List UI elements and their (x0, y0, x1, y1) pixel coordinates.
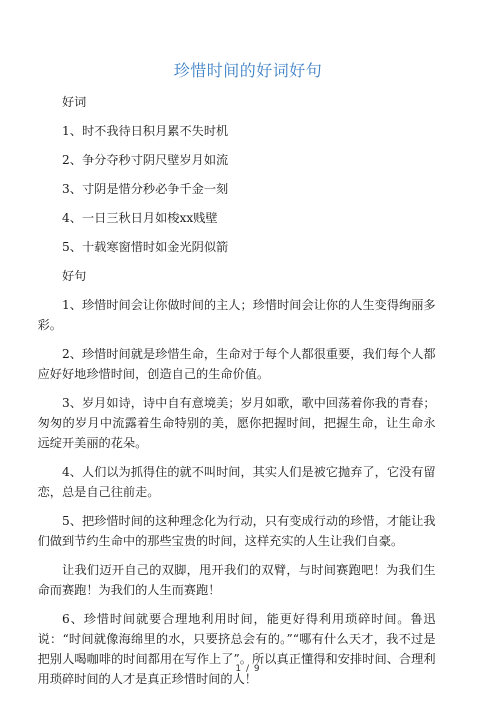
sentences-heading: 好句 (62, 269, 87, 283)
document-body (37, 92, 436, 698)
page-indicator: 1 / 9 (235, 664, 261, 674)
sentence-paragraph-1: 1、珍惜时间会让你做时间的主人；珍惜时间会让你的人生变得绚丽多彩。 (37, 298, 436, 332)
word-item-3: 3、寸阴是惜分秒必争千金一刻 (62, 182, 229, 196)
sentence-paragraph-6: 让我们迈开自己的双脚，甩开我们的双臂，与时间赛跑吧！为我们生命而赛跑！为我们的人生而赛跑！ (37, 563, 436, 597)
word-item-4: 4、一日三秋日月如梭xx贱壁 (62, 211, 218, 225)
document-title: 珍惜时间的好词好句 (173, 61, 323, 80)
word-item-1: 1、时不我待日积月累不失时机 (62, 124, 229, 138)
sentence-paragraph-3: 3、岁月如诗，诗中自有意境美；岁月如歌，歌中回荡着你我的青春；匆匆的岁月中流露着生命特别的美，愿你把握时间，把握生命，让生命永远绽开美丽的花朵。 (37, 396, 436, 450)
sentence-paragraph-4: 4、人们以为抓得住的就不叫时间，其实人们是被它抛弃了，它没有留恋，总是自己往前走。 (37, 465, 436, 499)
sentence-paragraph-7: 6、珍惜时间就要合理地利用时间，能更好得利用琐碎时间。鲁迅说：“时间就像海绵里的水，只要挤总会有的。”“哪有什么天才，我不过是把别人喝咖啡的时间都用在写作上了”。所以真正懂得和安排时间、合理利用琐碎时间的人才是真正珍惜时间的人！ (37, 612, 436, 686)
words-heading: 好词 (62, 95, 87, 109)
sentence-paragraph-2: 2、珍惜时间就是珍惜生命，生命对于每个人都很重要，我们每个人都应好好地珍惜时间，创造自己的生命价值。 (37, 347, 436, 381)
word-item-2: 2、争分夺秒寸阴尺壁岁月如流 (62, 153, 229, 167)
word-item-5: 5、十载寒窗惜时如金光阴似箭 (62, 240, 229, 254)
sentence-paragraph-5: 5、把珍惜时间的这种理念化为行动，只有变成行动的珍惜，才能让我们做到节约生命中的那些宝贵的时间，这样充实的人生让我们自豪。 (37, 514, 436, 548)
